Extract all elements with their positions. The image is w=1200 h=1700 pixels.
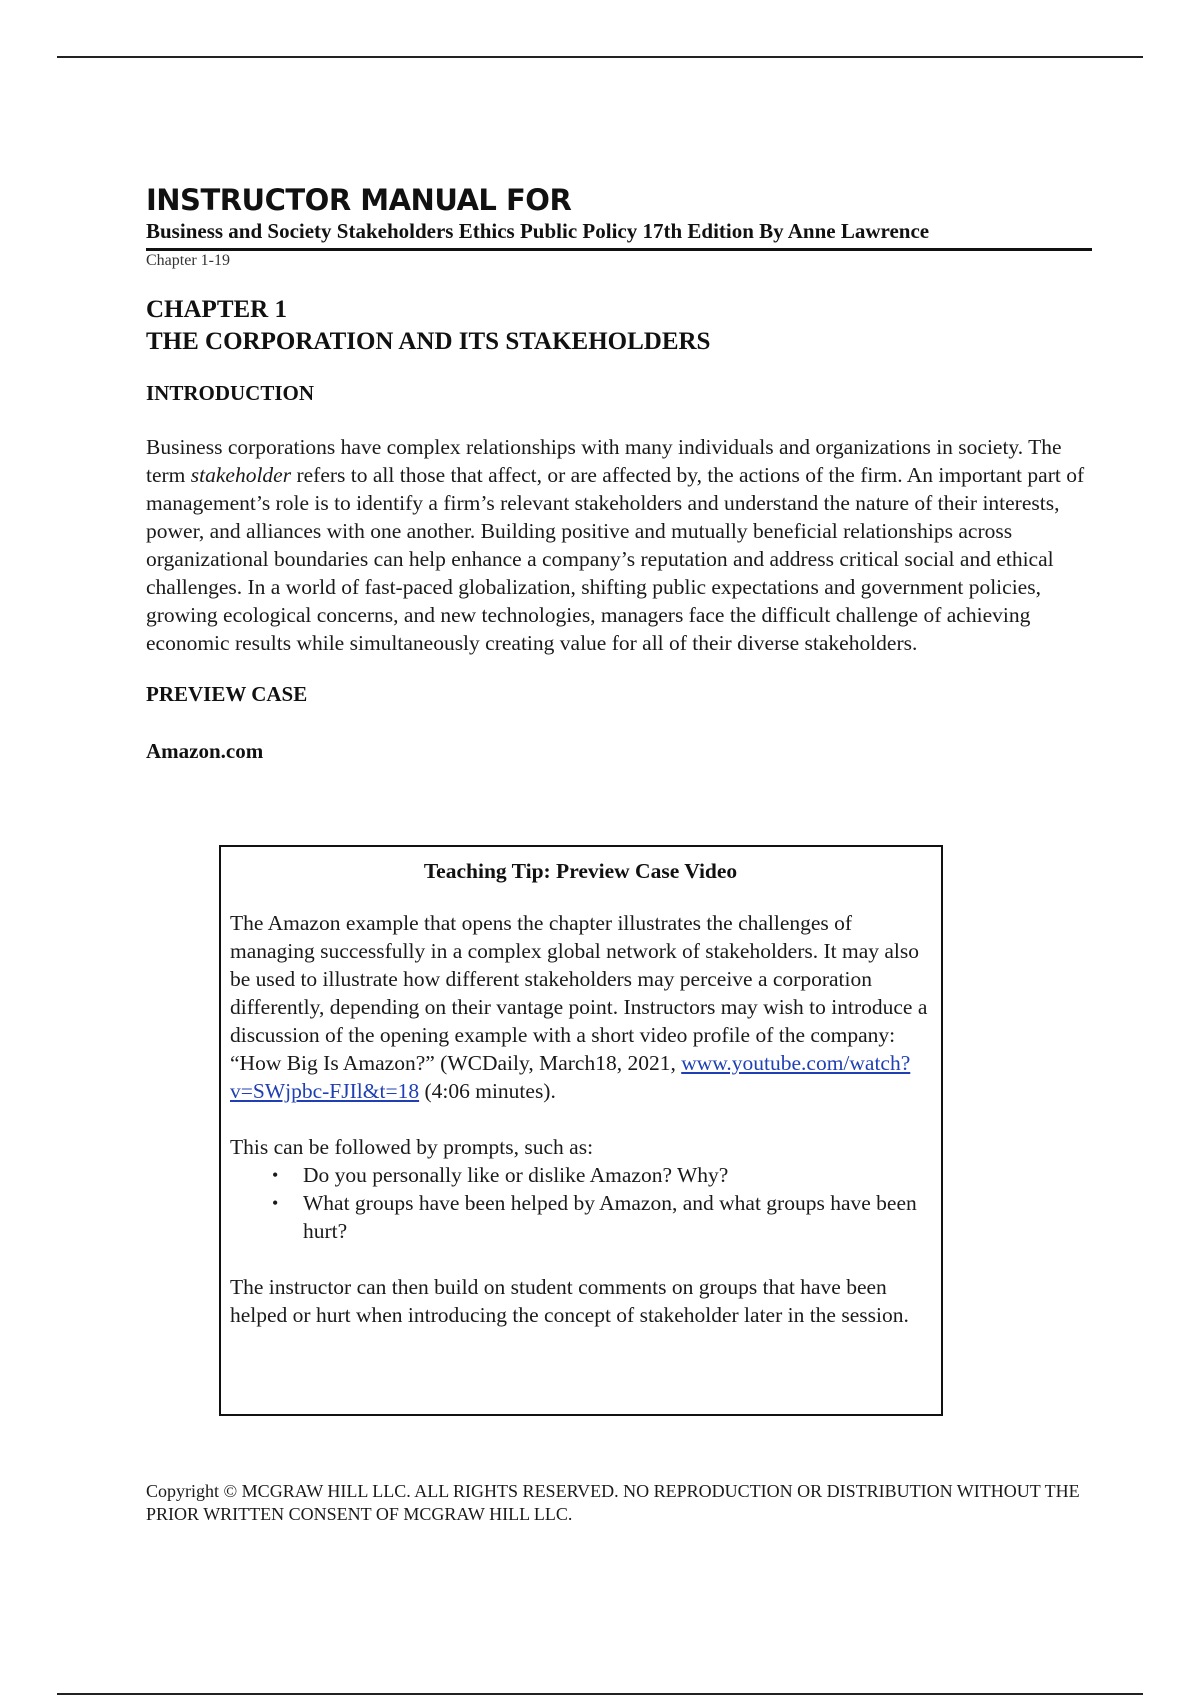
stakeholder-term: stakeholder bbox=[190, 463, 292, 487]
introduction-paragraph: Business corporations have complex relationships with many individuals and organizations in society. The term stakeholder refers to all those that affect, or are affected by, the actions of the firm. An important part of management’s role is to identify a firm’s relevant stakeholders and understand the nature of their interests, power, and alliances with one another. Building positive and mutually beneficial relationships across organizational boundaries can help enhance a company’s reputation and address critical social and ethical challenges. In a world of fast-paced globalization, shifting public expectations and government policies, growing ecological concerns, and new technologies, managers face the difficult challenge of achieving economic results while simultaneously creating value for all of their diverse stakeholders. bbox=[146, 435, 1085, 655]
teaching-tip-paragraph: The Amazon example that opens the chapter illustrates the challenges of managing successfully in a complex global network of stakeholders. It may also be used to illustrate how different stakeholders may perceive a corporation differently, depending on their vantage point. Instructors may wish to introduce a discussion of the opening example with a short video profile of the company: “How Big Is Amazon?” (WCDaily, March18, 2021, www.youtube.com/watch?v=SWjpbc-FJIl&t=18 (4:06 minutes). bbox=[230, 911, 928, 1103]
chapter-heading bbox=[146, 294, 1096, 358]
chapter-title: THE CORPORATION AND ITS STAKEHOLDERS bbox=[146, 328, 711, 355]
chapter-range: Chapter 1-19 bbox=[146, 252, 230, 269]
list-item: • What groups have been helped by Amazon, and what groups have been hurt? bbox=[272, 1191, 917, 1243]
chapter-number: CHAPTER 1 bbox=[146, 296, 287, 323]
page-top-rule bbox=[57, 56, 1143, 58]
document-body bbox=[146, 182, 1096, 764]
bullet-icon: • bbox=[272, 1165, 279, 1185]
teaching-tip-box bbox=[219, 845, 943, 1416]
preview-case-company: Amazon.com bbox=[146, 739, 264, 763]
prompt-intro: This can be followed by prompts, such as: bbox=[230, 1135, 594, 1159]
video-link[interactable]: www.youtube.com/watch?v=SWjpbc-FJIl&t=18 bbox=[230, 1051, 911, 1103]
copyright-notice: Copyright © MCGRAW HILL LLC. ALL RIGHTS RESERVED. NO REPRODUCTION OR DISTRIBUTION WITHOUT THE PRIOR WRITTEN CONSENT OF MCGRAW HILL LLC. bbox=[146, 1481, 1080, 1524]
preview-case-heading: PREVIEW CASE bbox=[146, 682, 308, 706]
teaching-tip-title: Teaching Tip: Preview Case Video bbox=[423, 859, 738, 883]
page-bottom-rule bbox=[57, 1693, 1143, 1695]
bullet-icon: • bbox=[272, 1193, 279, 1213]
prompt-list bbox=[230, 1161, 931, 1245]
manual-title: INSTRUCTOR MANUAL FOR bbox=[146, 183, 572, 217]
teaching-tip-closing: The instructor can then build on student comments on groups that have been helped or hurt when introducing the concept of stakeholder later in the session. bbox=[230, 1275, 909, 1327]
list-item: • Do you personally like or dislike Amazon? Why? bbox=[272, 1163, 729, 1187]
introduction-heading: INTRODUCTION bbox=[146, 381, 315, 405]
book-title: Business and Society Stakeholders Ethics Public Policy 17th Edition By Anne Lawrence bbox=[146, 219, 930, 243]
